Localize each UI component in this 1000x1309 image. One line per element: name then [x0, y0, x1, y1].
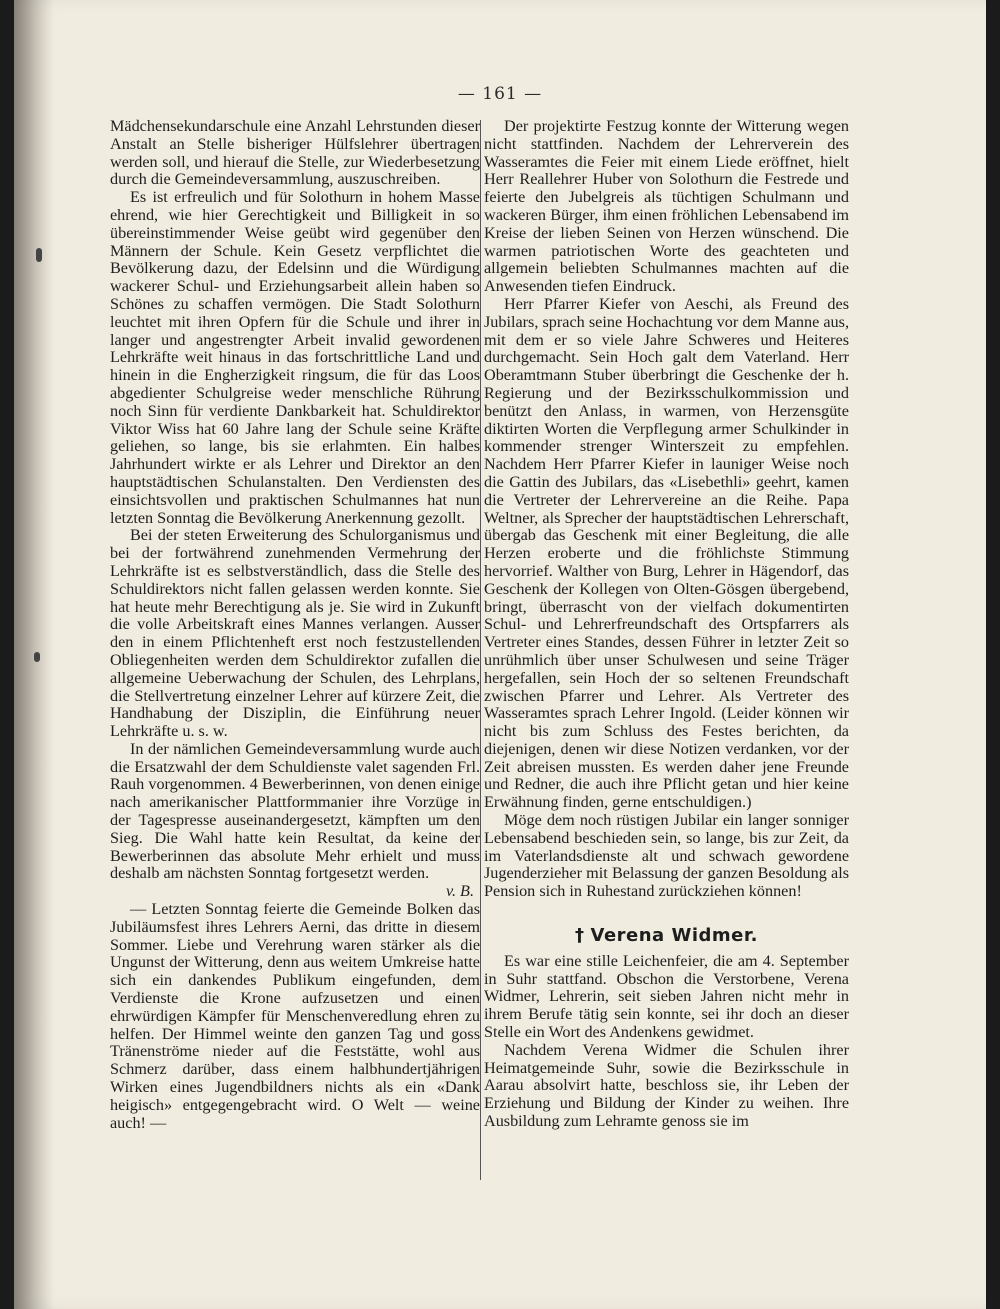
scanned-page [14, 0, 986, 1309]
page-mark [34, 652, 40, 662]
cross-icon: † [575, 925, 585, 947]
paragraph: Mädchensekundarschule eine Anzahl Lehrstunden dieser Anstalt an Stelle bisheriger Hülfslehrer übertragen werden soll, und hierauf die Stelle, zur Wiederbesetzung durch die Gemeindeversammlung, auszuschreiben. [110, 117, 480, 189]
page-number: — 161 — [457, 84, 543, 104]
paragraph: In der nämlichen Gemeindeversammlung wurde auch die Ersatzwahl der dem Schuldienste valet sagenden Frl. Rauh vorgenommen. 4 Bewerberinnen, von denen einige nach amerikanischer Plattformmanier ihre Vorzüge in der Tagespresse auseinandergesetzt, kämpften um den Sieg. Die Wahl hatte kein Resultat, da keine der Bewerberinnen das absolute Mehr erhielt und muss deshalb am nächsten Sonntag fortgesetzt werden. [110, 739, 480, 883]
paragraph: Der projektirte Festzug konnte der Witterung wegen nicht stattfinden. Nachdem der Lehrerverein des Wasseramtes die Feier mit einem Liede eröffnet, hielt Herr Reallehrer Huber von Solothurn die Festrede und feierte den Jubelgreis als tüchtigen Schulmann und wackeren Bürger, ihm einen fröhlichen Lebensabend im Kreise der lieben Seinen von Herzen wünschend. Die warmen patriotischen Worte des geachteten und allgemein beliebten Schulmannes machten auf die Anwesenden tiefen Eindruck. [484, 117, 849, 296]
paragraph: Nachdem Verena Widmer die Schulen ihrer Heimatgemeinde Suhr, sowie die Bezirksschule in Aarau absolvirt hatte, beschloss sie, ihr Leben der Erziehung und Bildung der Kinder zu weihen. Ihre Ausbildung zum Lehramte genoss sie im [484, 1040, 849, 1131]
obituary-heading [484, 927, 849, 945]
right-column [484, 118, 849, 1131]
paragraph: Möge dem noch rüstigen Jubilar ein langer sonniger Lebensabend beschieden sein, so lange, bis zur Zeit, da im Vaterlandsdienste alt und schwach gewordene Jugenderzieher mit Belassung der ganzen Besoldung als Pension sich in Ruhestand zurückziehen können! [484, 811, 849, 901]
page-mark [36, 248, 42, 262]
paragraph: Herr Pfarrer Kiefer von Aeschi, als Freund des Jubilars, sprach seine Hochachtung vor dem Manne aus, mit dem er so viele Jahre Schweres und Heiteres durchgemacht. Sein Hoch galt dem Vaterland. Herr Oberamtmann Stuber überbringt die Geschenke der h. Regierung und der Bezirksschulkommission und benützt den Anlass, in warmen, von Herzensgüte diktirten Worten die Verpflegung armer Schulkinder in kommender strenger Winterszeit zu empfehlen. Nachdem Herr Pfarrer Kiefer in launiger Weise noch die Gattin des Jubilars, das «Lisebethli» geehrt, kamen die Vertreter der Lehrervereine an die Reihe. Papa Weltner, als Sprecher der hauptstädtischen Lehrerschaft, übergab das Geschenk mit einer Begleitung, die alle Herzen eroberte und die fröhlichste Stimmung hervorrief. Walther von Burg, Lehrer in Hägendorf, das Geschenk der Kollegen von Olten-Gösgen übergebend, bringt, überrascht von der vielfach dokumentirten Schul- und Lehrerfreundschaft des Ortspfarrers als Vertreter eines Standes, dessen Führer in letzter Zeit so unrühmlich über unser Schulwesen und seine Träger hergefallen, sein Hoch der so seltenen Freundschaft zwischen Pfarrer und Lehrer. Als Vertreter des Wasseramtes sprach Lehrer Ingold. (Leider können wir nicht bis zum Schluss des Festes berichten, da diejenigen, denen wir diese Notizen verdanken, vor der Zeit abreisen mussten. Es werden daher jene Freunde und Redner, die auch ihre Pflicht getan und hier keine Erwähnung finden, gerne entschuldigen.) [484, 294, 849, 812]
author-signature: v. B. [445, 882, 474, 901]
paragraph: Es war eine stille Leichenfeier, die am 4. September in Suhr stattfand. Obschon die Verstorbene, Verena Widmer, Lehrerin, seit sieben Jahren nicht mehr in ihrem Berufe tätig sein konnte, sei ihr doch an dieser Stelle ein Wort des Andenkens gewidmet. [484, 951, 849, 1042]
paragraph: — Letzten Sonntag feierte die Gemeinde Bolken das Jubiläumsfest ihres Lehrers Aerni, das dritte in diesem Sommer. Liebe und Verehrung waren stärker als die Ungunst der Witterung, denn aus weitem Umkreise hatte sich ein dankendes Publikum eingefunden, dem Verdienste die Krone aufzusetzen und einen ehrwürdigen Kämpfer für Menschenveredlung ehren zu helfen. Der Himmel weinte den ganzen Tag und goss Tränenströme nieder auf die Feststätte, wohl aus Schmerz darüber, dass einem halbhundertjährigen Wirken eines Jugendbildners nichts als ein «Dank heigisch» entgegengebracht wird. O Welt — weine auch! — [110, 900, 480, 1132]
column-divider [480, 120, 481, 1180]
paragraph: Es ist erfreulich und für Solothurn in hohem Masse ehrend, wie hier Gerechtigkeit und Billigkeit in so übereinstimmender Weise geübt wird gegenüber den Männern der Schule. Kein Gesetz verpflichtet die Bevölkerung dazu, der Edelsinn und die Würdigung wackerer Schul- und Erziehungsarbeit allein haben so Schönes zu schaffen vermögen. Die Stadt Solothurn leuchtet mit ihren Opfern für die Schule und ihrer in langer und angestrengter Arbeit invalid gewordenen Lehrkräfte weit hinaus in das fortschrittliche Land und hinein in die Engherzigkeit ringsum, die für das Loos abgedienter Schulgreise weder menschliche Rührung noch Sinn für verdiente Dankbarkeit hat. Schuldirektor Viktor Wiss hat 60 Jahre lang der Schule seine Kräfte geliehen, so lange, bis sie erlahmten. Ein halbes Jahrhundert wirkte er als Lehrer und Direktor an den hauptstädtischen Schulanstalten. Den Verdiensten des einsichtsvollen und praktischen Schulmannes hat nun letzten Sonntag die Bevölkerung Anerkennung gezollt. [110, 188, 480, 527]
paragraph: Bei der steten Erweiterung des Schulorganismus und bei der fortwährend zunehmenden Vermehrung der Lehrkräfte ist es selbstverständlich, dass die Stelle des Schuldirektors nicht fallen gelassen werden konnte. Sie hat heute mehr Berechtigung als je. Sie wird in Zukunft die volle Arbeitskraft eines Mannes verlangen. Ausser den in einem Pflichtenheft erst noch festzustellenden Obliegenheiten werden dem Schuldirektor zufallen die allgemeine Ueberwachung der Schulen, des Lehrplans, die Stellvertretung einzelner Lehrer auf kürzere Zeit, die Handhabung der Disziplin, die Einführung neuer Lehrkräfte u. s. w. [110, 526, 480, 741]
obituary-title: Verena Widmer. [590, 925, 758, 947]
left-column [110, 118, 480, 1132]
